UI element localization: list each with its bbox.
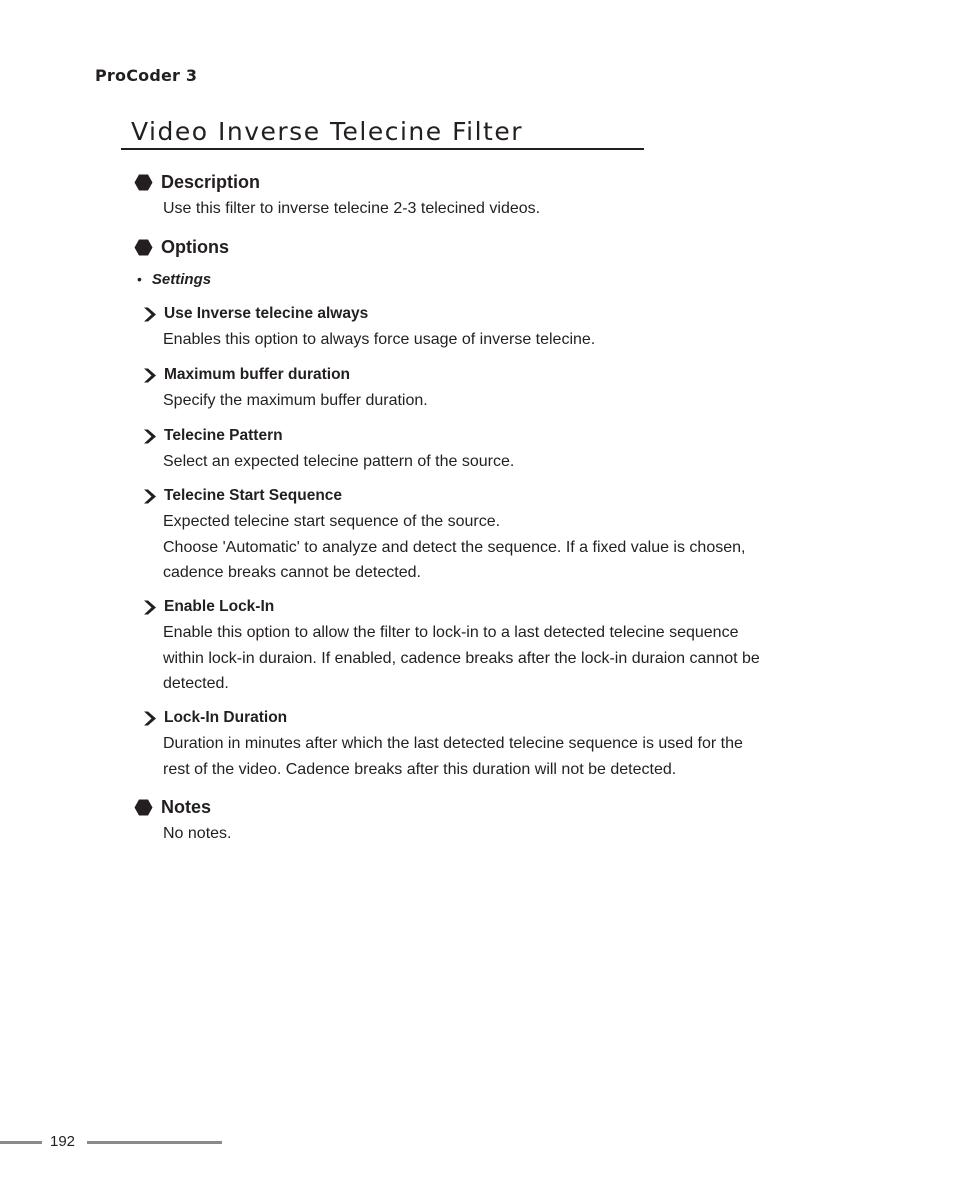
brand-header: ProCoder 3 bbox=[95, 66, 198, 85]
option-description bbox=[163, 731, 823, 782]
section-label: Description bbox=[161, 171, 261, 192]
option-lock-in-duration bbox=[143, 708, 287, 728]
hexagon-icon bbox=[134, 239, 153, 256]
text-line: Select an expected telecine pattern of the source. bbox=[163, 453, 515, 470]
chevron-right-icon bbox=[143, 711, 157, 726]
option-label: Telecine Start Sequence bbox=[164, 487, 343, 504]
section-notes bbox=[134, 796, 211, 818]
settings-subsection bbox=[137, 268, 211, 290]
section-description bbox=[134, 171, 260, 193]
text-line: Enables this option to always force usage of inverse telecine. bbox=[163, 331, 596, 348]
text-line: Enable this option to allow the filter to lock-in to a last detected telecine sequence bbox=[163, 624, 739, 641]
text-line: Expected telecine start sequence of the source. bbox=[163, 513, 501, 530]
footer-rule-right bbox=[87, 1141, 222, 1144]
chevron-right-icon bbox=[143, 600, 157, 615]
subsection-label: Settings bbox=[151, 270, 212, 288]
notes-text: No notes. bbox=[163, 825, 232, 842]
option-description bbox=[163, 327, 823, 353]
bullet-icon: • bbox=[137, 271, 142, 287]
text-line: Specify the maximum buffer duration. bbox=[163, 392, 428, 409]
option-telecine-start-sequence bbox=[143, 486, 342, 506]
option-description bbox=[163, 509, 823, 586]
chevron-right-icon bbox=[143, 307, 157, 322]
hexagon-icon bbox=[134, 174, 153, 191]
option-label: Lock-In Duration bbox=[164, 709, 288, 726]
option-use-inverse-telecine bbox=[143, 304, 368, 324]
text-line: Choose 'Automatic' to analyze and detect the sequence. If a fixed value is chosen, bbox=[163, 538, 746, 556]
option-label: Use Inverse telecine always bbox=[164, 305, 369, 322]
footer-rule-left bbox=[0, 1141, 42, 1144]
page-title: Video Inverse Telecine Filter bbox=[131, 117, 524, 146]
section-options bbox=[134, 236, 229, 258]
title-underline bbox=[121, 148, 644, 150]
section-label: Options bbox=[161, 236, 229, 257]
option-maximum-buffer-duration bbox=[143, 365, 350, 385]
section-label: Notes bbox=[161, 796, 212, 817]
option-label: Enable Lock-In bbox=[164, 598, 275, 615]
option-description bbox=[163, 449, 823, 475]
text-line: Duration in minutes after which the last detected telecine sequence is used for the bbox=[163, 735, 743, 752]
text-line: cadence breaks cannot be detected. bbox=[163, 564, 421, 581]
page-number: 192 bbox=[50, 1133, 76, 1150]
hexagon-icon bbox=[134, 799, 153, 816]
chevron-right-icon bbox=[143, 429, 157, 444]
option-description bbox=[163, 388, 823, 414]
chevron-right-icon bbox=[143, 489, 157, 504]
description-text: Use this filter to inverse telecine 2-3 telecined videos. bbox=[163, 200, 541, 217]
option-label: Telecine Pattern bbox=[164, 427, 283, 444]
text-line: within lock-in duraion. If enabled, cadence breaks after the lock-in duraion cannot be bbox=[163, 649, 760, 667]
text-line: rest of the video. Cadence breaks after this duration will not be detected. bbox=[163, 760, 677, 778]
chevron-right-icon bbox=[143, 368, 157, 383]
option-enable-lock-in bbox=[143, 597, 274, 617]
text-line: detected. bbox=[163, 675, 229, 692]
option-description bbox=[163, 620, 823, 697]
option-label: Maximum buffer duration bbox=[164, 366, 351, 383]
option-telecine-pattern bbox=[143, 426, 283, 446]
